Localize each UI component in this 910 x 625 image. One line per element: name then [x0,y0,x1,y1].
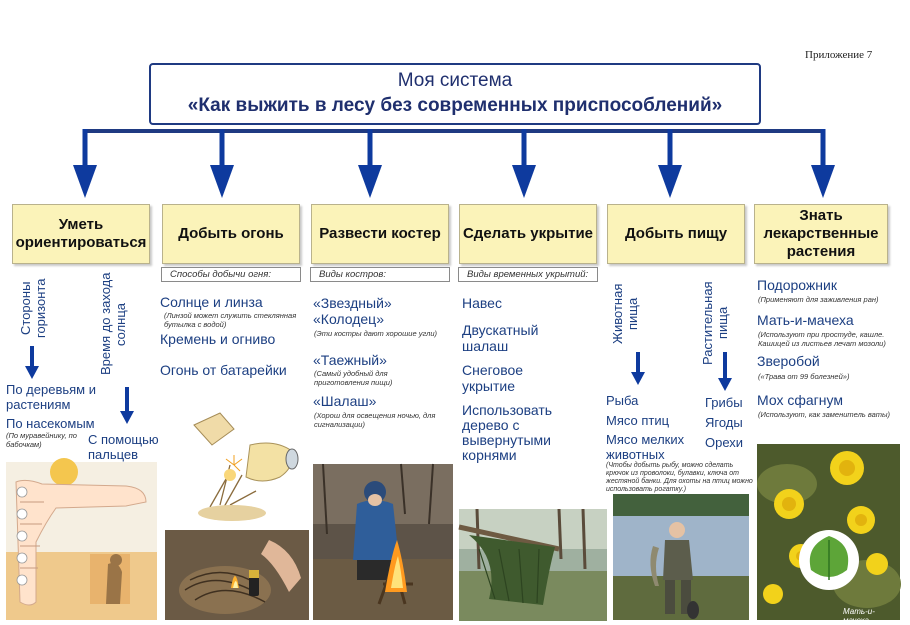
food-vert-animal: Животная пища [610,283,640,345]
bonfire-note-1: (Эти костры дают хорошие угли) [314,329,437,338]
food-berries: Ягоды [705,415,743,430]
herb-st-johns-wort-note: («Трава от 99 болезней») [758,372,850,381]
arrow-down-icon [512,129,536,198]
arrow-down-icon [24,346,40,380]
fire-item-flint: Кремень и огниво [160,331,276,347]
orient-fingers: С помощью пальцев [88,432,159,462]
coltsfoot-photo [757,444,900,625]
arrow-down-icon [658,129,682,198]
fire-battery-photo [165,530,309,620]
herb-coltsfoot: Мать-и-мачеха [757,312,854,328]
title-box [149,63,761,125]
arrow-down-icon [811,129,835,198]
herb-sphagnum: Мох сфагнум [757,392,843,408]
hand-sun-illustration [6,462,157,620]
fishing-photo [613,494,749,620]
arrow-down-icon [73,129,97,198]
orient-vert-sunset: Время до захода солнца [98,272,128,376]
herb-st-johns-wort: Зверобой [757,353,820,369]
bonfire-star-well: «Звездный» «Колодец» [313,295,392,327]
category-herbs: Знать лекарственные растения [754,204,888,264]
bonfire-note-2: (Самый удобный для приготовления пищи) [314,369,393,387]
arrow-down-icon [210,129,234,198]
shelter-photo [459,509,607,621]
arrow-down-icon [358,129,382,198]
food-small-animals: Мясо мелких животных [606,432,685,462]
appendix-label: Приложение 7 [805,49,873,61]
bonfire-note-3: (Хорош для освещения ночью, для сигнализации) [314,411,436,429]
food-fish: Рыба [606,393,639,408]
orient-vert-horizon: Стороны горизонта [18,278,48,338]
branch-arrows [0,125,910,205]
category-fire: Добыть огонь [162,204,300,264]
title-line-2: «Как выжить в лесу без современных приспособлений» [187,95,723,116]
category-bonfire: Развести костер [311,204,449,264]
herb-plantain-note: (Применяют для заживления ран) [758,295,879,304]
shelter-gable-hut: Двускатный шалаш [462,322,539,354]
bonfire-taiga: «Таежный» [313,352,387,368]
orient-insects-note: (По муравейнику, по бабочкам) [6,431,77,449]
shelter-snow: Снеговое укрытие [462,362,524,394]
fire-lens-illustration [180,395,298,527]
arrow-down-icon [630,352,646,386]
herb-sphagnum-note: (Используют, как заменитель ваты) [758,410,891,419]
category-shelter: Сделать укрытие [459,204,597,264]
bonfire-subheader: Виды костров: [310,267,450,282]
fire-item-lens: Солнце и линза [160,294,263,310]
fire-lens-note: (Линзой может служить стеклянная бутылка с водой) [164,311,297,329]
fire-item-battery: Огонь от батарейки [160,362,287,378]
food-mushrooms: Грибы [705,395,743,410]
shelter-canopy: Навес [462,295,502,311]
bonfire-hut: «Шалаш» [313,393,377,409]
category-orient: Уметь ориентироваться [12,204,150,264]
food-note: (Чтобы добыть рыбу, можно сделать крючок из проволоки, булавки, ключа от жестяной банки. Для охоты на птиц можно использовать рогатку.) [606,462,753,493]
food-vert-plant: Растительная пища [700,281,730,365]
herb-coltsfoot-note: (Используют при простуде, кашле. Кашицей из листьев лечат мозоли) [758,330,886,348]
fire-subheader: Способы добычи огня: [161,267,301,282]
orient-insects: По насекомым [6,416,95,431]
arrow-down-icon [717,352,733,392]
coltsfoot-caption: Мать-и-мачеха [843,607,875,625]
shelter-roots: Использовать дерево с вывернутыми корнями [462,402,553,463]
title-line-1: Моя система [397,70,513,91]
food-nuts: Орехи [705,435,744,450]
shelter-subheader: Виды временных укрытий: [458,267,598,282]
herb-plantain: Подорожник [757,277,837,293]
category-food: Добыть пищу [607,204,745,264]
bonfire-photo [313,464,453,620]
food-bird-meat: Мясо птиц [606,413,670,428]
orient-trees: По деревьям и растениям [6,382,96,412]
